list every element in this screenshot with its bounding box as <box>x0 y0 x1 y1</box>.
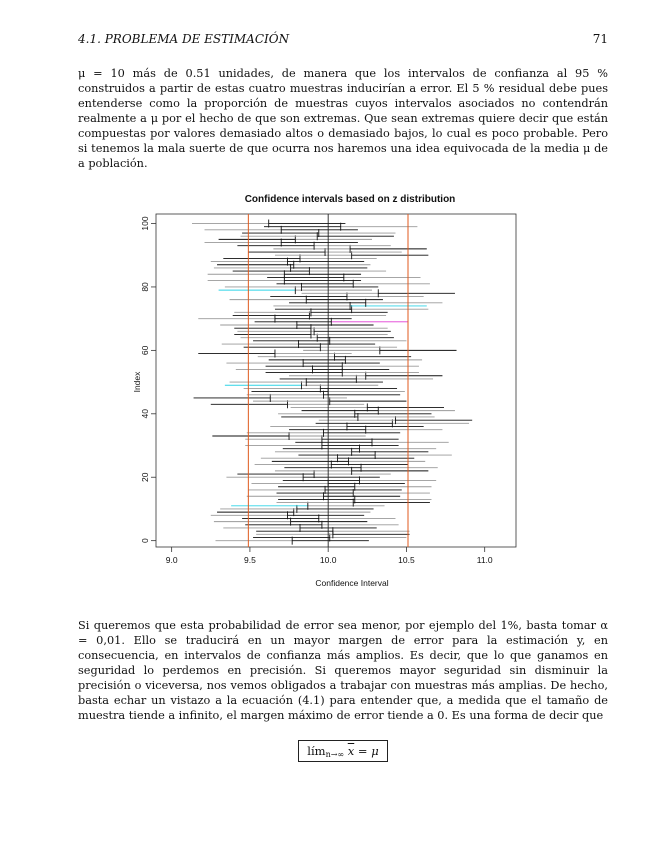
formula-subscript: n→∞ <box>325 750 345 759</box>
paragraph-top: μ = 10 más de 0.51 unidades, de manera que los intervalos de confianza al 95 % construidos a partir de estas cuatro muestras inducirían a error. El 5 % residual debe pues entenderse como la proporción de muestras cuyos intervalos asociados no contendrán realmente a μ por el hecho de que son extremas. Que sean extremas quiere decir que están compuestas por valores demasiado altos o demasiado bajos, lo cual es poco probable. Pero si tenemos la mala suerte de que ocurra nos haremos una idea equivocada de la media μ de a población. <box>78 67 608 170</box>
formula-mu: μ <box>371 744 379 758</box>
section-title: 4.1. PROBLEMA DE ESTIMACIÓN <box>78 32 290 46</box>
confidence-interval-chart <box>128 186 528 594</box>
x-tick-label-9.0: 9.0 <box>165 555 178 565</box>
x-axis-label: Confidence Interval <box>315 578 389 588</box>
y-axis-label: Index <box>132 371 142 393</box>
running-header <box>78 32 608 48</box>
interval-series <box>192 220 472 545</box>
y-tick-label-60: 60 <box>140 345 150 356</box>
y-axis <box>140 216 156 543</box>
chart-title: Confidence intervals based on z distribution <box>244 194 456 205</box>
x-tick-label-10.0: 10.0 <box>319 555 337 565</box>
x-tick-label-9.5: 9.5 <box>243 555 256 565</box>
y-tick-label-80: 80 <box>140 282 150 292</box>
plot-frame <box>156 214 516 547</box>
limit-formula <box>298 740 388 762</box>
y-tick-label-0: 0 <box>140 538 150 544</box>
formula-equals: = <box>357 744 368 758</box>
y-tick-label-40: 40 <box>140 409 150 419</box>
y-tick-label-100: 100 <box>140 216 150 231</box>
x-axis <box>166 547 493 565</box>
formula-xbar: $\overline{x}$ <box>347 744 355 758</box>
x-tick-label-10.5: 10.5 <box>398 555 415 565</box>
page-number: 71 <box>592 32 608 46</box>
y-tick-label-20: 20 <box>140 472 150 482</box>
formula-lim: lím <box>307 744 326 758</box>
reference-lines <box>248 214 408 547</box>
x-tick-label-11.0: 11.0 <box>476 555 493 565</box>
paragraph-bottom: Si queremos que esta probabilidad de error sea menor, por ejemplo del 1%, basta tomar α = 0,01. Ello se traducirá en un mayor margen de error para la estimación y, en consecuencia, en intervalos de confianza más amplios. Es decir, que lo que ganamos en seguridad lo perdemos en precisión. Si queremos mayor seguridad sin disminuir la precisión o viceversa, nos vemos obligados a trabajar con muestras más amplias. De hecho, basta echar un vistazo a la ecuación (4.1) para entender que, a medida que el tamaño de muestra tiende a infinito, el margen máximo de error tiende a 0. Es una forma de decir que <box>78 619 608 722</box>
